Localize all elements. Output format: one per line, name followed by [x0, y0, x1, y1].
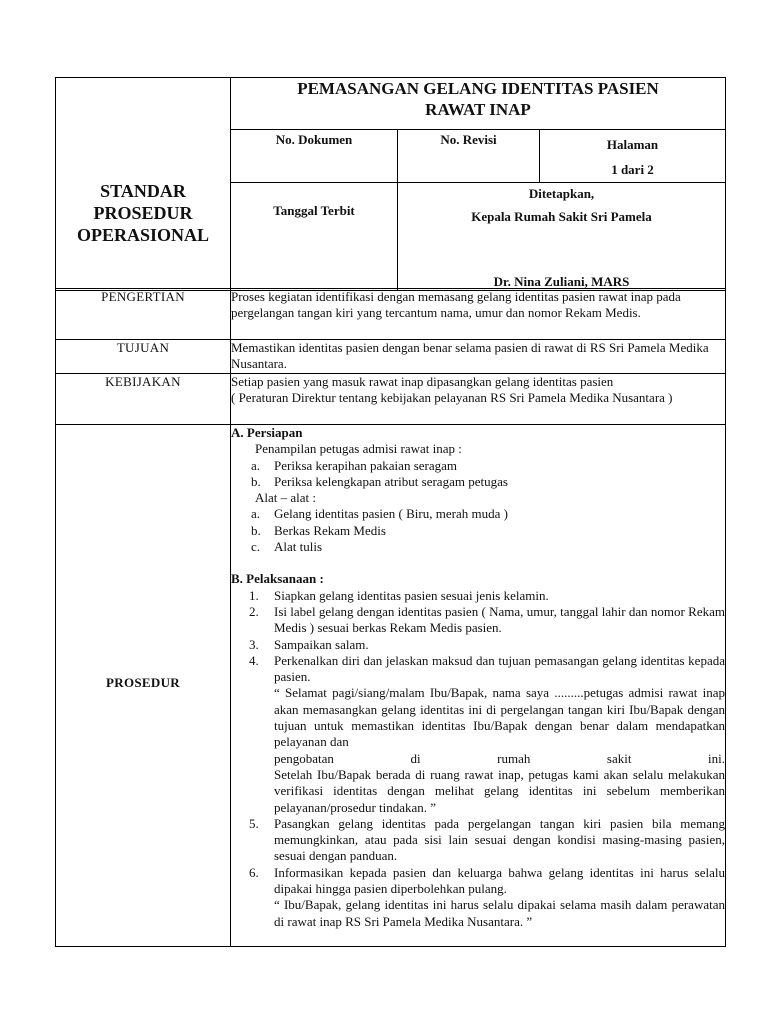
step-item [231, 865, 725, 930]
step-marker: 2. [249, 603, 259, 619]
signatory-name: Dr. Nina Zuliani, MARS [493, 274, 630, 289]
tanggal-terbit-label: Tanggal Terbit [273, 203, 355, 218]
list-marker: b. [251, 473, 261, 489]
step-marker: 5. [249, 815, 259, 831]
step-4-text: Perkenalkan diri dan jelaskan maksud dan tujuan pemasangan gelang identitas kepada pasien. [274, 652, 725, 685]
list-item-text: Gelang identitas pasien ( Biru, merah muda ) [274, 506, 508, 522]
ditetapkan-label: Ditetapkan, [528, 186, 595, 201]
alat-intro: Alat – alat : [255, 490, 317, 506]
list-item-text: Periksa kerapihan pakaian seragam [274, 457, 458, 473]
step-marker: 6. [249, 864, 259, 880]
tanggal-terbit-cell [231, 183, 398, 291]
halaman-label: Halaman [606, 137, 659, 152]
document-title [231, 78, 726, 130]
list-item [231, 506, 725, 522]
kebijakan-label: KEBIJAKAN [105, 374, 181, 389]
halaman-value: 1 dari 2 [611, 162, 654, 177]
title-line-2: RAWAT INAP [425, 100, 531, 119]
pelaksanaan-heading: B. Pelaksanaan : [231, 571, 324, 587]
no-revisi-label: No. Revisi [440, 132, 497, 147]
sop-line-1: STANDAR [100, 181, 186, 201]
step-2-text: Isi label gelang dengan identitas pasien ( Nama, umur, tanggal lahir dan nomor Rekam Medis ) sesuai berkas Rekam Medis pasien. [274, 603, 725, 636]
section-gap [231, 555, 725, 571]
step-4-quote-a: “ Selamat pagi/siang/malam Ibu/Bapak, nama saya .........petugas admisi rawat inap akan memasangkan gelang identitas ini di pergelangan tangan kiri Ibu/Bapak dengan tujuan untuk memastikan identitas Ibu/Bapak dengan benar dalam mendapatkan pelayanan dan [274, 685, 725, 750]
list-item-text: Alat tulis [274, 539, 323, 555]
pengertian-label: PENGERTIAN [101, 289, 185, 304]
list-item [231, 474, 725, 490]
prosedur-label: PROSEDUR [106, 674, 180, 690]
prosedur-content [231, 425, 726, 947]
kebijakan-label-cell [56, 374, 231, 425]
step-3-text: Sampaikan salam. [274, 636, 369, 652]
step-item [231, 588, 725, 604]
spread-word: pengobatan [274, 750, 334, 766]
list-item-text: Periksa kelengkapan atribut seragam petugas [274, 473, 508, 489]
list-marker: a. [251, 457, 261, 473]
penampilan-list [231, 458, 725, 491]
prosedur-label-cell [56, 425, 231, 947]
sop-line-3: OPERASIONAL [76, 225, 210, 245]
halaman-cell [540, 130, 726, 183]
kebijakan-text [231, 374, 726, 425]
spread-word: ini. [708, 750, 725, 766]
ditetapkan-cell [398, 183, 726, 291]
step-1-text: Siapkan gelang identitas pasien sesuai jenis kelamin. [274, 587, 549, 603]
no-dokumen-label: No. Dokumen [275, 132, 353, 147]
tujuan-label: TUJUAN [116, 340, 170, 355]
pengertian-text: Proses kegiatan identifikasi dengan memasang gelang identitas pasien rawat inap pada pergelangan tangan kiri yang tercantum nama, umur dan nomor Rekam Medis. [231, 289, 726, 340]
list-item [231, 539, 725, 555]
spread-word: sakit [606, 750, 632, 766]
title-line-1: PEMASANGAN GELANG IDENTITAS PASIEN [297, 79, 659, 98]
step-marker: 1. [249, 587, 259, 603]
kepala-label: Kepala Rumah Sakit Sri Pamela [471, 209, 652, 224]
no-dokumen-cell [231, 130, 398, 183]
step-5-text: Pasangkan gelang identitas pada pergelangan tangan kiri pasien bila memang memungkinkan, atau pada sisi lain sesuai dengan kondisi masing-masing pasien, sesuai dengan panduan. [274, 815, 725, 864]
step-marker: 4. [249, 652, 259, 668]
step-6-text: Informasikan kepada pasien dan keluarga bahwa gelang identitas ini harus selalu dipakai hingga pasien diperbolehkan pulang. [274, 864, 725, 897]
penampilan-intro: Penampilan petugas admisi rawat inap : [255, 441, 462, 457]
list-item [231, 458, 725, 474]
no-revisi-cell [398, 130, 540, 183]
step-item [231, 637, 725, 653]
sop-body-table [55, 288, 726, 947]
step-4-quote-b: Setelah Ibu/Bapak berada di ruang rawat inap, petugas kami akan selalu melakukan verifikasi identitas dengan melihat gelang identitas ini sebelum memberikan pelayanan/prosedur tindakan. ” [274, 766, 725, 815]
list-item [231, 523, 725, 539]
step-item [231, 604, 725, 637]
list-marker: c. [251, 539, 261, 555]
step-item [231, 816, 725, 865]
step-item [231, 653, 725, 816]
pelaksanaan-list [231, 588, 725, 930]
step-marker: 3. [249, 636, 259, 652]
pengertian-label-cell [56, 289, 231, 340]
step-4-spread-line [274, 751, 725, 767]
alat-list [231, 506, 725, 555]
spread-word: di [410, 750, 421, 766]
list-marker: b. [251, 522, 261, 538]
kebijakan-line-2: ( Peraturan Direktur tentang kebijakan pelayanan RS Sri Pamela Medika Nusantara ) [231, 390, 673, 405]
sop-line-2: PROSEDUR [93, 203, 193, 223]
list-item-text: Berkas Rekam Medis [274, 522, 386, 538]
kebijakan-line-1: Setiap pasien yang masuk rawat inap dipasangkan gelang identitas pasien [231, 374, 614, 389]
sop-label [56, 180, 230, 246]
spread-word: rumah [497, 750, 531, 766]
persiapan-heading: A. Persiapan [231, 425, 303, 440]
tujuan-text: Memastikan identitas pasien dengan benar selama pasien di rawat di RS Sri Pamela Medika Nusantara. [231, 340, 726, 374]
list-marker: a. [251, 506, 261, 522]
tujuan-label-cell [56, 340, 231, 374]
step-6-quote: “ Ibu/Bapak, gelang identitas ini harus selalu dipakai selama masih dalam perawatan di rawat inap RS Sri Pamela Medika Nusantara. ” [274, 897, 725, 929]
